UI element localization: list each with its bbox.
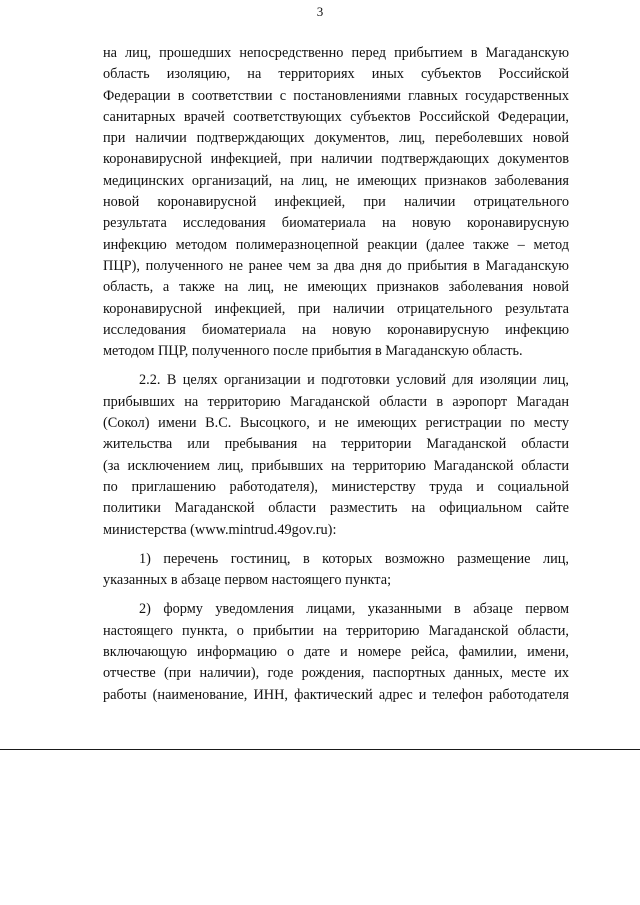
text-line: (за исключением лиц, прибывших на территорию Магаданской области xyxy=(103,457,569,474)
text-line: политики Магаданской области разместить на официальном сайте xyxy=(103,500,569,517)
text-line: жительства или пребывания на территории Магаданской области xyxy=(103,436,569,453)
text-line: (Сокол) имени В.С. Высоцкого, и не имеющих регистрации по месту xyxy=(103,415,569,432)
text-line: методом ПЦР, полученного после прибытия в Магаданскую область. xyxy=(103,343,523,360)
text-line: работы (наименование, ИНН, фактический адрес и телефон работодателя xyxy=(103,686,569,703)
text-line: ПЦР), полученного не ранее чем за два дня до прибытия в Магаданскую xyxy=(103,257,569,274)
paragraph xyxy=(103,43,569,362)
text-line: медицинских организаций, на лиц, не имеющих признаков заболевания xyxy=(103,172,569,189)
text-line: 1) перечень гостиниц, в которых возможно размещение лиц, xyxy=(139,550,569,567)
text-line: Федерации в соответствии с постановлениями главных государственных xyxy=(103,87,569,104)
text-line: указанных в абзаце первом настоящего пункта; xyxy=(103,572,392,589)
text-line: настоящего пункта, о прибытии на территорию Магаданской области, xyxy=(103,622,569,639)
text-line: прибывших на территорию Магаданской области в аэропорт Магадан xyxy=(103,393,569,410)
text-line: новой коронавирусной инфекцией, при наличии отрицательного xyxy=(103,194,569,211)
text-line: по приглашению работодателя), министерству труда и социальной xyxy=(103,478,569,495)
text-line: 2.2. В целях организации и подготовки условий для изоляции лиц, xyxy=(139,372,569,389)
document-body xyxy=(103,43,569,706)
text-line: коронавирусной инфекцией, при наличии подтверждающих документов xyxy=(103,151,569,168)
text-line: включающую информацию о дате и номере рейса, фамилии, имени, xyxy=(103,644,569,661)
paragraph xyxy=(103,549,569,592)
text-line: исследования биоматериала на новую коронавирусную инфекцию xyxy=(103,321,569,338)
page-divider xyxy=(0,749,640,750)
text-line: министерства (www.mintrud.49gov.ru): xyxy=(103,521,337,538)
page-number: 3 xyxy=(316,4,324,19)
text-line: результата исследования биоматериала на новую коронавирусную xyxy=(103,215,569,232)
text-line: санитарных врачей соответствующих субъектов Российской Федерации, xyxy=(103,108,569,125)
text-line: 2) форму уведомления лицами, указанными в абзаце первом xyxy=(139,601,569,618)
text-line: отчестве (при наличии), годе рождения, паспортных данных, месте их xyxy=(103,665,569,682)
text-line: на лиц, прошедших непосредственно перед прибытием в Магаданскую xyxy=(103,45,569,61)
text-line: область, а также на лиц, не имеющих признаков заболевания новой xyxy=(103,279,569,296)
paragraph xyxy=(103,370,569,540)
text-line: при наличии подтверждающих документов, лиц, переболевших новой xyxy=(103,130,569,147)
paragraph xyxy=(103,599,569,705)
text-line: коронавирусной инфекцией, при наличии отрицательного результата xyxy=(103,300,569,317)
text-line: инфекцию методом полимеразноцепной реакции (далее также – метод xyxy=(103,236,569,253)
text-line: область изоляцию, на территориях иных субъектов Российской xyxy=(103,66,569,83)
